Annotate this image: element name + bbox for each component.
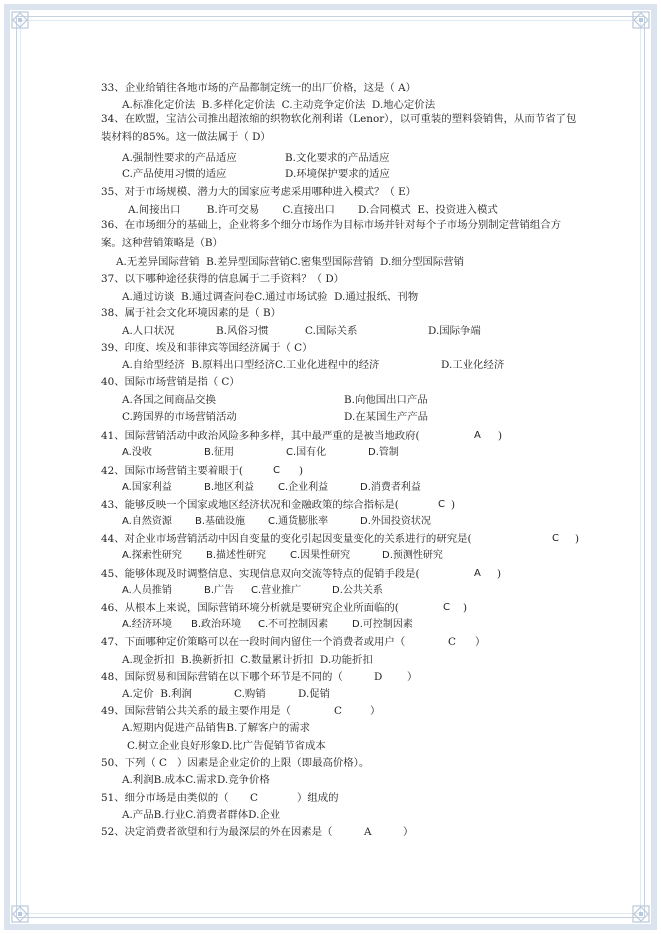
option-48-ab: A.定价 B.利润 [122, 688, 192, 700]
option-49-ab: A.短期内促进产品销售B.了解客户的需求 [122, 722, 310, 734]
option-43-a: A.自然资源 [122, 516, 172, 527]
option-41-a: A.没收 [122, 447, 152, 458]
question-46: 46、从根本上来说，国际营销环境分析就是要研究企业所面临的( C ) [101, 602, 468, 614]
answer-41: A [474, 430, 481, 441]
option-43-d: D.外国投资状况 [360, 516, 431, 527]
option-45-c: C.营业推广 [251, 585, 302, 596]
option-43-c: C.通货膨胀率 [268, 516, 329, 527]
question-50: 50、下列（ C ）因素是企业定价的上限（即最高价格）。 [101, 757, 370, 769]
question-43: 43、能够反映一个国家或地区经济状况和金融政策的综合指标是( C ) [101, 499, 456, 511]
answer-47: C [448, 636, 456, 648]
option-41-c: C.国有化 [286, 447, 327, 458]
question-38: 38、属于社会文化环境因素的是（ B） [101, 307, 282, 319]
option-44-d: D.预测性研究 [382, 550, 443, 561]
option-34-a: A.强制性要求的产品适应 [122, 152, 237, 164]
question-41: 41、国际营销活动中政治风险多种多样，其中最严重的是被当地政府( A ) [101, 430, 503, 442]
answer-43: C [438, 499, 445, 510]
option-46-b: B.政治环境 [191, 619, 242, 630]
answer-42: C [273, 465, 280, 476]
option-48-c: C.购销 [234, 688, 266, 700]
question-40: 40、国际市场营销是指（ C） [101, 376, 240, 388]
options-35: A.间接出口 B.许可交易 C.直接出口 D.合同模式 E、投资进入模式 [128, 204, 498, 216]
question-35: 35、对于市场规模、潜力大的国家应考虑采用哪种进入模式？（ E） [101, 186, 417, 198]
question-34: 34、在欧盟，宝洁公司推出超浓缩的织物软化剂利诺（Lenor），以可重装的塑料袋销售，从而节省了包装材料的85%。这一做法属于（ D） [101, 113, 577, 143]
option-42-b: B.地区利益 [204, 482, 255, 493]
option-49-cd: C.树立企业良好形象D.比广告促销节省成本 [127, 740, 326, 752]
option-38-b: B.风俗习惯 [216, 325, 269, 337]
answer-50: C [159, 757, 167, 769]
question-39: 39、印度、埃及和菲律宾等国经济属于（ C） [101, 342, 313, 354]
answer-44: C [552, 533, 559, 544]
answer-51: C [250, 792, 258, 804]
question-47: 47、下面哪种定价策略可以在一段时间内留住一个消费者或用户（ C ） [101, 636, 486, 648]
question-48: 48、国际贸易和国际营销在以下哪个环节是不同的（ D ） [101, 671, 418, 683]
options-33: A.标准化定价法 B.多样化定价法 C.主动竞争定价法 D.地心定价法 [122, 99, 436, 111]
options-50: A.利润B.成本C.需求D.竞争价格 [122, 774, 270, 786]
option-44-c: C.因果性研究 [290, 550, 351, 561]
options-36: A.无差异国际营销 B.差异型国际营销C.密集型国际营销 D.细分型国际营销 [116, 256, 465, 268]
option-42-d: D.消费者利益 [360, 482, 421, 493]
option-40-d: D.在某国生产产品 [344, 411, 428, 423]
option-34-d: D.环境保护要求的适应 [285, 168, 390, 180]
answer-45: A [474, 568, 481, 579]
question-52: 52、决定消费者欲望和行为最深层的外在因素是（ A ） [101, 826, 414, 838]
option-48-d: D.促销 [298, 688, 331, 700]
question-45: 45、能够体现及时调整信息、实现信息双向交流等特点的促销手段是( A ) [101, 568, 502, 580]
answer-48: D [374, 671, 383, 683]
answer-52: A [364, 826, 372, 838]
option-40-a: A.各国之间商品交换 [122, 394, 216, 406]
option-44-a: A.探索性研究 [122, 550, 182, 561]
option-46-d: D.可控制因素 [352, 619, 413, 630]
option-41-d: D.管制 [368, 447, 399, 458]
option-45-a: A.人员推销 [122, 585, 172, 596]
option-38-d: D.国际争端 [428, 325, 481, 337]
question-44: 44、对企业市场营销活动中因自变量的变化引起因变量变化的关系进行的研究是( C ) [101, 533, 580, 545]
option-38-a: A.人口状况 [122, 325, 175, 337]
question-49: 49、国际营销公共关系的最主要作用是（ C ） [101, 705, 381, 717]
answer-46: C [443, 602, 450, 613]
answer-49: C [334, 705, 342, 717]
options-51: A.产品B.行业C.消费者群体D.企业 [122, 809, 281, 821]
option-42-a: A.国家利益 [122, 482, 172, 493]
question-37: 37、以下哪种途径获得的信息属于二手资料？（ D） [101, 273, 345, 285]
option-39-abc: A.自给型经济 B.原料出口型经济C.工业化进程中的经济 [122, 359, 380, 371]
option-43-b: B.基础设施 [195, 516, 246, 527]
question-33: 33、企业给销往各地市场的产品都制定统一的出厂价格，这是（ A） [101, 82, 416, 94]
option-42-c: C.企业利益 [278, 482, 329, 493]
option-34-b: B.文化要求的产品适应 [285, 152, 390, 164]
question-51: 51、细分市场是由类似的（ C ）组成的 [101, 792, 339, 804]
option-39-d: D.工业化经济 [441, 359, 505, 371]
options-37: A.通过访谈 B.通过调查问卷C.通过市场试验 D.通过报纸、刊物 [122, 291, 419, 303]
option-34-c: C.产品使用习惯的适应 [122, 168, 227, 180]
option-45-d: D.公共关系 [332, 585, 383, 596]
option-38-c: C.国际关系 [305, 325, 358, 337]
option-46-c: C.不可控制因素 [258, 619, 329, 630]
option-40-b: B.向他国出口产品 [344, 394, 428, 406]
options-47: A.现金折扣 B.换新折扣 C.数量累计折扣 D.功能折扣 [122, 654, 373, 666]
option-41-b: B.征用 [204, 447, 235, 458]
option-46-a: A.经济环境 [122, 619, 172, 630]
option-45-b: B.广告 [204, 585, 235, 596]
question-36: 36、在市场细分的基础上，企业将多个细分市场作为目标市场并针对每个子市场分别制定营销组合方案。这种营销策略是（B） [101, 219, 562, 249]
option-44-b: B.描述性研究 [206, 550, 267, 561]
question-42: 42、国际市场营销主要着眼于( C ) [101, 465, 304, 477]
option-40-c: C.跨国界的市场营销活动 [122, 411, 237, 423]
